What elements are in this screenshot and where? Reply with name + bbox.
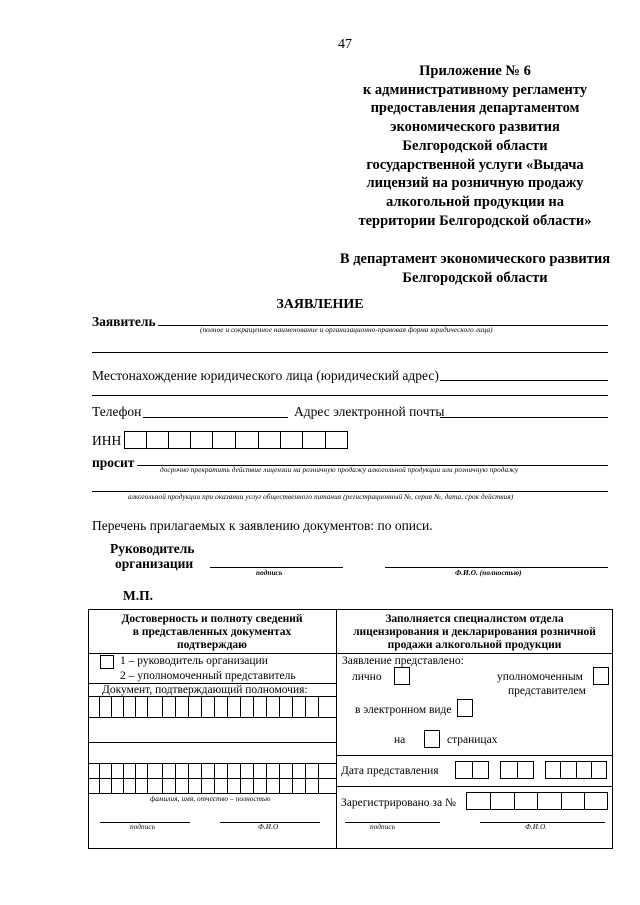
inn-cell-divider bbox=[146, 431, 147, 449]
appendix-block bbox=[330, 62, 620, 230]
date-cell-divider bbox=[576, 761, 577, 779]
grid-cell[interactable] bbox=[240, 696, 241, 717]
grid-cell[interactable] bbox=[111, 696, 112, 717]
grid-cell[interactable] bbox=[227, 763, 228, 793]
left-header-bottom bbox=[88, 653, 336, 654]
grid-cell[interactable] bbox=[214, 696, 215, 717]
personally-checkbox[interactable] bbox=[394, 667, 410, 685]
specialist-name-hint: Ф.И.О. bbox=[525, 823, 548, 831]
applicant-field-line2[interactable] bbox=[92, 352, 608, 353]
grid-cell[interactable] bbox=[214, 763, 215, 793]
grid-cell[interactable] bbox=[175, 763, 176, 793]
grid-cell[interactable] bbox=[305, 763, 306, 793]
grid-cell[interactable] bbox=[279, 696, 280, 717]
grid-cell[interactable] bbox=[279, 763, 280, 793]
phone-label: Телефон bbox=[92, 404, 142, 419]
reg-cell-divider bbox=[561, 792, 562, 810]
appendix-line: экономического развития bbox=[390, 119, 560, 136]
phone-field[interactable] bbox=[143, 417, 288, 418]
inn-cell-divider bbox=[325, 431, 326, 449]
authorized-label-2: представителем bbox=[508, 685, 586, 697]
row-line bbox=[336, 755, 613, 756]
inn-input[interactable] bbox=[124, 431, 348, 449]
date-cell-divider bbox=[472, 761, 473, 779]
grid-cell[interactable] bbox=[305, 696, 306, 717]
appendix-line: государственной услуги «Выдача bbox=[366, 156, 584, 173]
date-label: Дата представления bbox=[341, 765, 439, 777]
attachments-text: Перечень прилагаемых к заявлению документов: по описи. bbox=[92, 518, 433, 533]
registered-label: Зарегистрировано за № bbox=[341, 797, 456, 809]
specialist-sign-hint: подпись bbox=[370, 823, 396, 831]
pages-on-label: на bbox=[394, 734, 406, 746]
head-name-hint: Ф.И.О. (полностью) bbox=[455, 569, 522, 577]
grid-cell[interactable] bbox=[201, 763, 202, 793]
left-header bbox=[88, 613, 336, 652]
grid-cell[interactable] bbox=[253, 696, 254, 717]
addressee-line1: В департамент экономического развития bbox=[339, 251, 611, 267]
confirm-sign-hint: подпись bbox=[130, 823, 156, 831]
authority-doc-label: Документ, подтверждающий полномочия: bbox=[102, 684, 308, 696]
appendix-line: лицензий на розничную продажу bbox=[366, 175, 584, 192]
inn-cell-divider bbox=[190, 431, 191, 449]
right-header bbox=[336, 613, 613, 652]
grid-cell[interactable] bbox=[292, 763, 293, 793]
grid-cell[interactable] bbox=[318, 763, 319, 793]
grid-cell[interactable] bbox=[201, 696, 202, 717]
appendix-line: алкогольной продукции на bbox=[385, 193, 565, 210]
grid-cell[interactable] bbox=[240, 763, 241, 793]
right-header-line: лицензирования и декларирования розничной bbox=[353, 626, 596, 638]
grid-cell[interactable] bbox=[147, 696, 148, 717]
date-cell-divider bbox=[560, 761, 561, 779]
inn-cell-divider bbox=[302, 431, 303, 449]
left-header-line: Достоверность и полноту сведений bbox=[121, 613, 303, 625]
grid-cell[interactable] bbox=[227, 696, 228, 717]
grid-cell[interactable] bbox=[188, 696, 189, 717]
authorized-checkbox[interactable] bbox=[593, 667, 609, 685]
grid-cell[interactable] bbox=[135, 696, 136, 717]
right-header-line: продажи алкогольной продукции bbox=[387, 639, 562, 651]
head-name-field[interactable] bbox=[385, 567, 608, 568]
submitted-label: Заявление представлено: bbox=[342, 655, 464, 667]
stamp-label: М.П. bbox=[123, 588, 153, 603]
fio-hint: фамилия, имя, отчество – полностью bbox=[150, 795, 271, 803]
confirm-name-hint: Ф.И.О bbox=[258, 823, 279, 831]
grid-cell[interactable] bbox=[99, 763, 100, 793]
row-line bbox=[336, 786, 613, 787]
page-number: 47 bbox=[338, 37, 352, 52]
right-header-line: Заполняется специалистом отдела bbox=[385, 613, 564, 625]
inn-cell-divider bbox=[168, 431, 169, 449]
personally-label: лично bbox=[352, 671, 382, 683]
grid-cell[interactable] bbox=[135, 763, 136, 793]
left-header-line: подтверждаю bbox=[177, 639, 247, 651]
electronic-label: в электронном виде bbox=[355, 704, 452, 716]
grid-cell[interactable] bbox=[123, 696, 124, 717]
option-head: 1 – руководитель организации bbox=[120, 655, 268, 667]
document-title: ЗАЯВЛЕНИЕ bbox=[276, 297, 364, 312]
date-cell-divider bbox=[591, 761, 592, 779]
location-label: Местонахождение юридического лица (юридический адрес) bbox=[92, 368, 439, 383]
grid-cell[interactable] bbox=[162, 696, 163, 717]
appendix-line: предоставления департаментом bbox=[370, 100, 580, 117]
head-label-2: организации bbox=[115, 556, 194, 571]
grid-cell[interactable] bbox=[111, 763, 112, 793]
request-hint-2: алкогольной продукции при оказании услуг общественного питания (регистрационный №, серия №, дата, срок действия) bbox=[128, 493, 514, 501]
appendix-line: Приложение № 6 bbox=[419, 63, 531, 79]
left-header-line: в представленных документах bbox=[132, 626, 292, 638]
grid-cell[interactable] bbox=[147, 763, 148, 793]
inn-label: ИНН bbox=[92, 433, 122, 448]
email-field[interactable] bbox=[440, 417, 608, 418]
inn-cell-divider bbox=[235, 431, 236, 449]
grid-line bbox=[88, 778, 336, 779]
request-hint-1: досрочно прекратить действие лицензии на розничную продажу алкогольной продукции или розничную продажу bbox=[160, 466, 519, 474]
grid-cell[interactable] bbox=[253, 763, 254, 793]
grid-cell[interactable] bbox=[318, 696, 319, 717]
reg-cell-divider bbox=[490, 792, 491, 810]
grid-cell[interactable] bbox=[99, 696, 100, 717]
grid-line bbox=[88, 763, 336, 764]
grid-cell[interactable] bbox=[123, 763, 124, 793]
location-field-line2[interactable] bbox=[92, 395, 608, 396]
pages-count-input[interactable] bbox=[424, 730, 440, 748]
option-representative: 2 – уполномоченный представитель bbox=[120, 670, 296, 682]
location-field[interactable] bbox=[440, 380, 608, 381]
grid-cell[interactable] bbox=[266, 763, 267, 793]
applicant-hint: (полное и сокращенное наименование и организационно-правовая форма юридического лица) bbox=[200, 326, 493, 334]
grid-line bbox=[88, 717, 336, 718]
pages-label: страницах bbox=[447, 734, 498, 746]
addressee bbox=[330, 250, 620, 287]
inn-cell-divider bbox=[212, 431, 213, 449]
addressee-line2: Белгородской области bbox=[402, 269, 548, 286]
grid-cell[interactable] bbox=[162, 763, 163, 793]
head-signature-field[interactable] bbox=[210, 567, 343, 568]
request-label: просит bbox=[92, 455, 135, 470]
head-sign-hint: подпись bbox=[256, 569, 283, 577]
reg-cell-divider bbox=[537, 792, 538, 810]
signer-type-box[interactable] bbox=[100, 655, 114, 669]
row-line bbox=[88, 696, 336, 697]
right-header-bottom bbox=[336, 653, 613, 654]
inn-cell-divider bbox=[280, 431, 281, 449]
request-field-line2[interactable] bbox=[92, 491, 608, 492]
grid-cell[interactable] bbox=[292, 696, 293, 717]
grid-cell[interactable] bbox=[175, 696, 176, 717]
electronic-checkbox[interactable] bbox=[457, 699, 473, 717]
reg-cell-divider bbox=[584, 792, 585, 810]
email-label: Адрес электронной почты bbox=[294, 404, 445, 419]
appendix-line: к административному регламенту bbox=[362, 81, 588, 98]
appendix-line: Белгородской области bbox=[402, 137, 548, 154]
grid-cell[interactable] bbox=[188, 763, 189, 793]
reg-cell-divider bbox=[514, 792, 515, 810]
appendix-line: территории Белгородской области» bbox=[358, 212, 592, 229]
applicant-label: Заявитель bbox=[92, 314, 156, 329]
grid-cell[interactable] bbox=[266, 696, 267, 717]
grid-line bbox=[88, 742, 336, 743]
head-label-1: Руководитель bbox=[110, 541, 195, 556]
authorized-label-1: уполномоченным bbox=[497, 671, 583, 683]
grid-line bbox=[88, 793, 336, 794]
inn-cell-divider bbox=[258, 431, 259, 449]
date-cell-divider bbox=[517, 761, 518, 779]
